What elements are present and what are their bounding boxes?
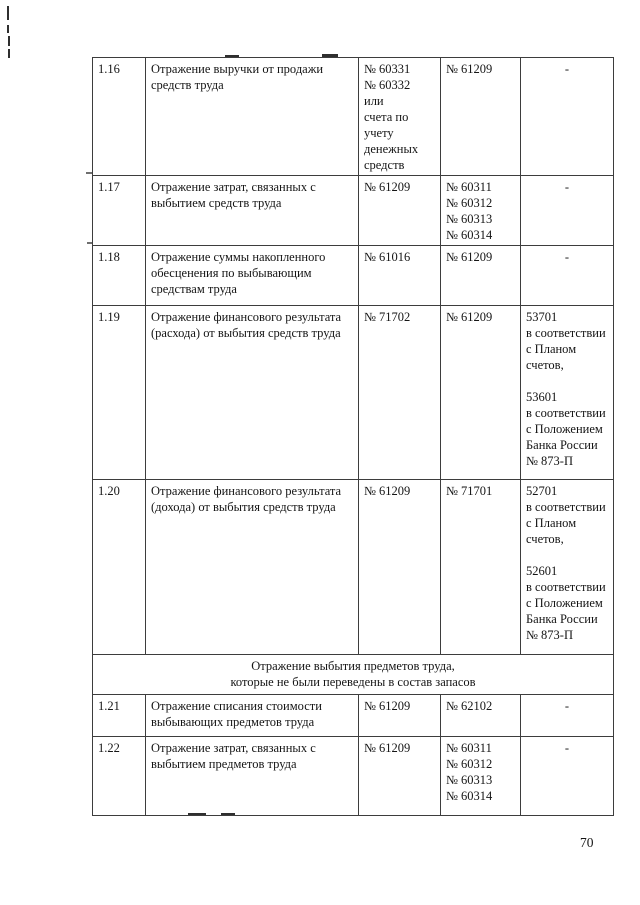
- credit-account-cell: № 71701: [441, 480, 521, 655]
- credit-account-cell: № 61209: [441, 306, 521, 480]
- description-cell: Отражение выручки от продажи средств труда: [146, 58, 359, 176]
- debit-account-cell: № 61209: [359, 480, 441, 655]
- note-cell: -: [521, 246, 614, 306]
- credit-account-cell: № 60311 № 60312 № 60313 № 60314: [441, 737, 521, 816]
- table-row: [93, 737, 614, 816]
- row-number-cell: 1.18: [93, 246, 146, 306]
- description-cell: Отражение затрат, связанных с выбытием предметов труда: [146, 737, 359, 816]
- note-cell: 52701 в соответствии с Планом счетов, 52601 в соответствии с Положением Банка России № 873-П: [521, 480, 614, 655]
- row-number-cell: 1.17: [93, 176, 146, 246]
- debit-account-cell: № 60331 № 60332 или счета по учету денежных средств: [359, 58, 441, 176]
- accounting-entries-table: [92, 57, 614, 816]
- row-number-cell: 1.16: [93, 58, 146, 176]
- table-row: [93, 306, 614, 480]
- row-number-cell: 1.19: [93, 306, 146, 480]
- table-row: [93, 58, 614, 176]
- page-number: 70: [580, 835, 594, 850]
- description-cell: Отражение суммы накопленного обесценения по выбывающим средствам труда: [146, 246, 359, 306]
- section-header-cell: Отражение выбытия предметов труда, которые не были переведены в состав запасов: [93, 655, 614, 695]
- row-number-cell: 1.20: [93, 480, 146, 655]
- table-row: [93, 246, 614, 306]
- table-row: [93, 695, 614, 737]
- debit-account-cell: № 61209: [359, 737, 441, 816]
- credit-account-cell: № 62102: [441, 695, 521, 737]
- debit-account-cell: № 71702: [359, 306, 441, 480]
- note-cell: -: [521, 737, 614, 816]
- description-cell: Отражение финансового результата (дохода) от выбытия средств труда: [146, 480, 359, 655]
- note-cell: -: [521, 176, 614, 246]
- note-cell: -: [521, 695, 614, 737]
- credit-account-cell: № 61209: [441, 58, 521, 176]
- note-cell: 53701 в соответствии с Планом счетов, 53601 в соответствии с Положением Банка России № 873-П: [521, 306, 614, 480]
- row-number-cell: 1.22: [93, 737, 146, 816]
- table-row: [93, 480, 614, 655]
- credit-account-cell: № 60311 № 60312 № 60313 № 60314: [441, 176, 521, 246]
- debit-account-cell: № 61209: [359, 176, 441, 246]
- table-row: [93, 176, 614, 246]
- credit-account-cell: № 61209: [441, 246, 521, 306]
- description-cell: Отражение затрат, связанных с выбытием средств труда: [146, 176, 359, 246]
- description-cell: Отражение списания стоимости выбывающих предметов труда: [146, 695, 359, 737]
- section-header-row: [93, 655, 614, 695]
- debit-account-cell: № 61209: [359, 695, 441, 737]
- note-cell: -: [521, 58, 614, 176]
- description-cell: Отражение финансового результата (расхода) от выбытия средств труда: [146, 306, 359, 480]
- row-number-cell: 1.21: [93, 695, 146, 737]
- debit-account-cell: № 61016: [359, 246, 441, 306]
